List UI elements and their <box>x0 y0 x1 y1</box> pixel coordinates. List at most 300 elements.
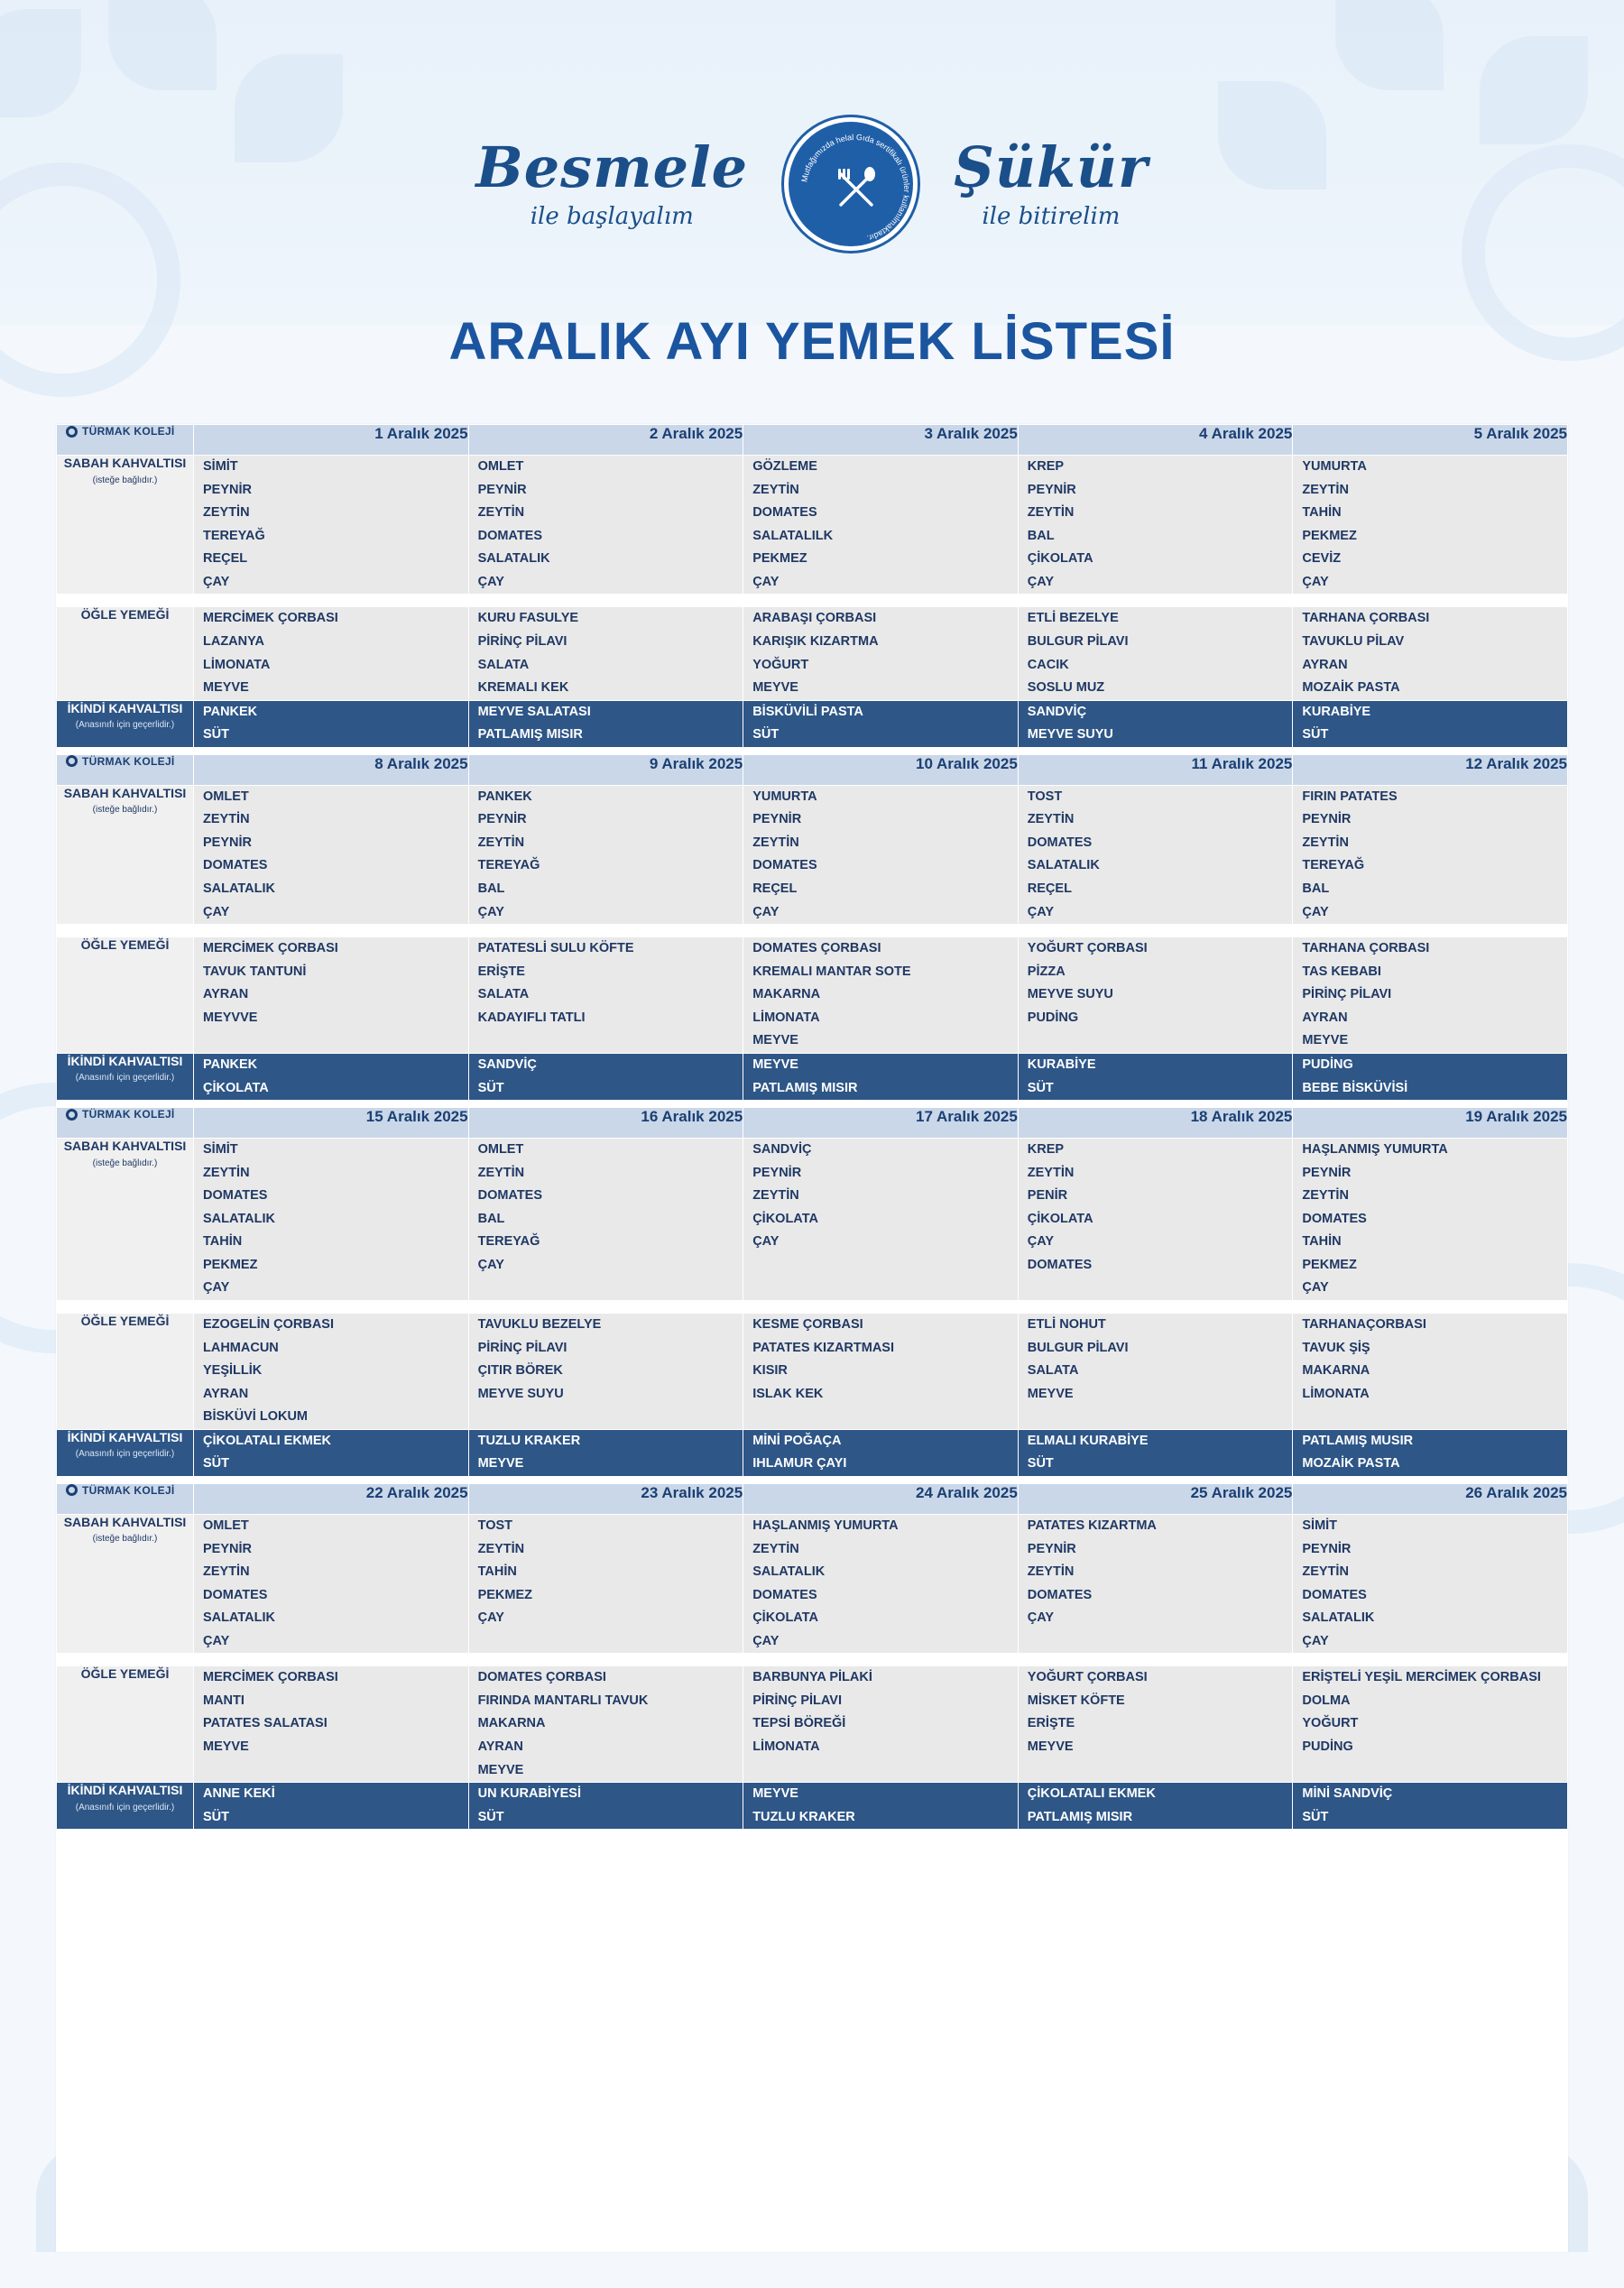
menu-item: ÇAY <box>203 904 230 919</box>
menu-item: MAKARNA <box>752 987 821 1002</box>
menu-cell-breakfast <box>194 1139 469 1301</box>
menu-item: DOMATES ÇORBASI <box>752 941 881 956</box>
svg-text:Mutfağımızda helal Gıda sertif: Mutfağımızda helal Gıda sertifikalı ürünler kullanılmaktadır. <box>799 132 912 244</box>
breakfast-row <box>57 785 1568 924</box>
menu-item: OMLET <box>203 1518 249 1533</box>
date-header: 24 Aralık 2025 <box>743 1483 1019 1514</box>
menu-item: LİMONATA <box>203 657 271 672</box>
menu-cell-snack <box>1293 700 1568 747</box>
menu-cell-breakfast <box>1018 1514 1293 1653</box>
menu-item: DOLMA <box>1302 1693 1351 1708</box>
menu-item: YOĞURT ÇORBASI <box>1027 941 1148 956</box>
menu-item: KURABİYE <box>1027 1056 1096 1072</box>
menu-item: TEREYAĞ <box>477 1234 540 1250</box>
lunch-label <box>57 1666 194 1783</box>
menu-item: REÇEL <box>1027 881 1072 896</box>
row-spacer-cell <box>57 1476 1568 1483</box>
row-spacer <box>57 925 1568 937</box>
menu-item: LAZANYA <box>203 633 264 649</box>
menu-item: PATATES KIZARTMA <box>1027 1518 1157 1533</box>
menu-item: PİRİNÇ PİLAVI <box>477 633 567 649</box>
date-header: 15 Aralık 2025 <box>194 1108 469 1139</box>
menu-item: HAŞLANMIŞ YUMURTA <box>752 1518 899 1533</box>
menu-item: SÜT <box>477 1809 504 1824</box>
row-spacer <box>57 1301 1568 1314</box>
brand-label: TÜRMAK KOLEJİ <box>82 425 175 438</box>
menu-item: KURU FASULYE <box>477 611 579 626</box>
menu-item: SALATALILK <box>752 528 834 543</box>
menu-cell-breakfast <box>194 785 469 924</box>
menu-item: GÖZLEME <box>752 459 817 474</box>
menu-item: ÇAY <box>477 574 504 589</box>
week-date-row <box>57 754 1568 785</box>
menu-item: HAŞLANMIŞ YUMURTA <box>1302 1142 1448 1158</box>
menu-item: SİMİT <box>1302 1518 1338 1533</box>
menu-item: TAS KEBABI <box>1302 964 1381 979</box>
menu-item: YUMURTA <box>752 789 817 804</box>
menu-item: PANKEK <box>203 1056 258 1072</box>
menu-item: DOMATES <box>203 858 268 873</box>
lunch-row <box>57 607 1568 700</box>
menu-item: ZEYTİN <box>1027 812 1075 827</box>
date-header: 22 Aralık 2025 <box>194 1483 469 1514</box>
logo-icon <box>66 755 78 767</box>
menu-item: SÜT <box>203 1456 229 1472</box>
menu-item: ERİŞTE <box>1027 1716 1075 1731</box>
menu-item: MEYVE <box>477 1456 524 1472</box>
menu-item: BULGUR PİLAVI <box>1027 1340 1129 1355</box>
menu-item: PEYNİR <box>1302 812 1352 827</box>
snack-label-text: İKİNDİ KAHVALTISI <box>67 1429 183 1444</box>
menu-item: TEREYAĞ <box>203 528 265 543</box>
menu-cell-snack <box>1018 700 1293 747</box>
menu-item: SALATALIK <box>1302 1610 1375 1626</box>
lunch-row <box>57 1314 1568 1430</box>
lunch-label <box>57 1314 194 1430</box>
menu-item: ERİŞTELİ YEŞİL MERCİMEK ÇORBASI <box>1302 1670 1541 1685</box>
menu-item: TAVUKLU PİLAV <box>1302 633 1405 649</box>
menu-item: SÜT <box>1302 1809 1329 1824</box>
menu-item: DOMATES <box>752 858 817 873</box>
menu-item: ZEYTİN <box>752 1541 799 1556</box>
menu-item: ZEYTİN <box>477 1165 525 1180</box>
menu-item: YEŞİLLİK <box>203 1363 263 1379</box>
snack-row <box>57 1783 1568 1830</box>
menu-item: ÇİKOLATA <box>752 1610 818 1626</box>
menu-cell-snack <box>468 700 743 747</box>
menu-item: ZEYTİN <box>203 1564 250 1580</box>
menu-item: KARIŞIK KIZARTMA <box>752 633 879 649</box>
menu-cell-breakfast <box>1293 1514 1568 1653</box>
week-date-row <box>57 1483 1568 1514</box>
logo-icon <box>66 1484 78 1496</box>
menu-cell-snack <box>194 1783 469 1830</box>
logo-icon <box>66 1109 78 1121</box>
menu-cell-breakfast <box>743 785 1019 924</box>
menu-cell-breakfast <box>1293 456 1568 595</box>
menu-table <box>56 424 1568 1830</box>
menu-item: LİMONATA <box>752 1010 820 1025</box>
menu-item: MEYVE <box>1027 1739 1074 1754</box>
page-title: ARALIK AYI YEMEK LİSTESİ <box>448 312 1176 371</box>
breakfast-label-text: SABAH KAHVALTISI <box>63 1514 187 1529</box>
snack-label-sub: (Anasınıfı için geçerlidir.) <box>75 720 175 731</box>
menu-item: MEYVE SUYU <box>1027 727 1113 743</box>
menu-item: OMLET <box>477 459 524 474</box>
menu-cell-snack <box>1293 1053 1568 1100</box>
brand-cell <box>57 1483 194 1514</box>
menu-item: DOMATES <box>1027 835 1093 850</box>
menu-item: PEYNİR <box>1302 1165 1352 1180</box>
menu-cell-breakfast <box>468 1514 743 1653</box>
menu-item: ANNE KEKİ <box>203 1786 275 1802</box>
menu-item: ÇAY <box>1027 574 1055 589</box>
menu-item: ÇAY <box>752 574 780 589</box>
menu-cell-snack <box>1018 1429 1293 1476</box>
snack-label-text: İKİNDİ KAHVALTISI <box>67 700 183 715</box>
menu-item: SÜT <box>477 1080 504 1095</box>
menu-item: TAHİN <box>1302 1234 1342 1250</box>
menu-item: PANKEK <box>477 789 532 804</box>
menu-cell-breakfast <box>1293 1139 1568 1301</box>
lunch-row <box>57 937 1568 1054</box>
menu-cell-breakfast <box>743 1139 1019 1301</box>
menu-item: MEYVVE <box>203 1010 258 1025</box>
menu-cell-breakfast <box>1018 456 1293 595</box>
menu-cell-snack <box>468 1429 743 1476</box>
date-header: 18 Aralık 2025 <box>1018 1108 1293 1139</box>
date-header: 16 Aralık 2025 <box>468 1108 743 1139</box>
menu-cell-snack <box>743 1783 1019 1830</box>
menu-cell-breakfast <box>194 456 469 595</box>
date-header: 9 Aralık 2025 <box>468 754 743 785</box>
menu-item: BAL <box>477 881 505 896</box>
snack-row <box>57 1429 1568 1476</box>
menu-item: ÇAY <box>1302 1280 1329 1296</box>
menu-item: MEYVE <box>752 1056 798 1072</box>
menu-item: MİNİ POĞAÇA <box>752 1433 842 1448</box>
row-spacer <box>57 1101 1568 1108</box>
lunch-label-text: ÖĞLE YEMEĞİ <box>80 1666 170 1682</box>
menu-item: ÇAY <box>752 1633 780 1648</box>
menu-item: SANDVİÇ <box>477 1056 537 1072</box>
menu-item: BİSKÜVİLİ PASTA <box>752 704 863 719</box>
menu-item: SALATA <box>477 657 530 672</box>
date-header: 23 Aralık 2025 <box>468 1483 743 1514</box>
snack-label <box>57 1429 194 1476</box>
menu-item: PİRİNÇ PİLAVI <box>752 1693 843 1708</box>
menu-item: MEYVE <box>203 1739 249 1754</box>
menu-item: ZEYTİN <box>1302 1188 1349 1204</box>
menu-item: DOMATES <box>203 1587 268 1602</box>
menu-item: SALATALIK <box>477 551 550 567</box>
date-header: 5 Aralık 2025 <box>1293 425 1568 456</box>
menu-cell-lunch <box>1293 937 1568 1054</box>
menu-item: ZEYTİN <box>752 482 799 497</box>
menu-item: UN KURABİYESİ <box>477 1786 581 1802</box>
menu-item: PEYNİR <box>1027 1541 1076 1556</box>
document-header <box>0 117 1624 298</box>
menu-item: PEKMEZ <box>203 1257 258 1272</box>
menu-item: BARBUNYA PİLAKİ <box>752 1670 872 1685</box>
menu-cell-lunch <box>743 607 1019 700</box>
date-header: 1 Aralık 2025 <box>194 425 469 456</box>
menu-item: ISLAK KEK <box>752 1386 824 1401</box>
menu-cell-breakfast <box>194 1514 469 1653</box>
menu-item: AYRAN <box>477 1739 523 1754</box>
menu-item: SÜT <box>203 727 229 743</box>
menu-item: PEYNİR <box>203 482 252 497</box>
menu-item: ÇİKOLATA <box>752 1211 818 1226</box>
brand-cell <box>57 754 194 785</box>
menu-item: TAVUK ŞİŞ <box>1302 1340 1370 1355</box>
menu-item: ÇAY <box>1027 904 1055 919</box>
sukur-subtitle: ile bitirelim <box>982 203 1121 230</box>
menu-item: ÇAY <box>1302 574 1329 589</box>
menu-item: MEYVE SUYU <box>477 1386 564 1401</box>
menu-item: PEKMEZ <box>752 551 807 567</box>
snack-label-sub: (Anasınıfı için geçerlidir.) <box>75 1073 175 1084</box>
brand-cell <box>57 425 194 456</box>
menu-item: KREP <box>1027 459 1065 474</box>
menu-item: ÇAY <box>752 1234 780 1250</box>
menu-item: TEREYAĞ <box>1302 858 1365 873</box>
brand-cell <box>57 1108 194 1139</box>
menu-item: MEYVE SUYU <box>1027 987 1113 1002</box>
date-header: 8 Aralık 2025 <box>194 754 469 785</box>
menu-item: ÇAY <box>477 1257 504 1272</box>
menu-item: TAHİN <box>477 1564 517 1580</box>
breakfast-label-text: SABAH KAHVALTISI <box>63 1139 187 1154</box>
menu-cell-lunch <box>1293 607 1568 700</box>
menu-item: DOMATES <box>1302 1587 1367 1602</box>
menu-item: PEYNİR <box>477 482 527 497</box>
snack-label <box>57 1053 194 1100</box>
menu-cell-breakfast <box>468 785 743 924</box>
menu-item: ZEYTİN <box>477 835 525 850</box>
menu-item: ZEYTİN <box>1302 482 1349 497</box>
menu-item: TUZLU KRAKER <box>752 1809 855 1824</box>
menu-item: TARHANA ÇORBASI <box>1302 611 1430 626</box>
menu-cell-lunch <box>468 1314 743 1430</box>
menu-item: ZEYTİN <box>1027 505 1075 521</box>
menu-cell-breakfast <box>743 456 1019 595</box>
menu-item: SALATALIK <box>203 881 276 896</box>
menu-item: PEKMEZ <box>1302 528 1357 543</box>
date-header: 4 Aralık 2025 <box>1018 425 1293 456</box>
menu-item: IHLAMUR ÇAYI <box>752 1456 847 1472</box>
menu-item: ZEYTİN <box>1302 1564 1349 1580</box>
date-header: 17 Aralık 2025 <box>743 1108 1019 1139</box>
menu-item: PATLAMIŞ MISIR <box>477 727 583 743</box>
menu-item: MEYVE <box>477 1762 524 1777</box>
halal-food-logo <box>784 117 918 251</box>
snack-label <box>57 1783 194 1830</box>
menu-item: TUZLU KRAKER <box>477 1433 581 1448</box>
week-date-row <box>57 425 1568 456</box>
menu-item: MERCİMEK ÇORBASI <box>203 941 338 956</box>
menu-item: ÇAY <box>1027 1234 1055 1250</box>
menu-item: PEYNİR <box>752 1165 802 1180</box>
menu-cell-snack <box>1293 1429 1568 1476</box>
menu-item: PATATES SALATASI <box>203 1716 328 1731</box>
menu-item: ÇAY <box>203 574 230 589</box>
sukur-text <box>954 134 1149 230</box>
menu-cell-snack <box>194 1053 469 1100</box>
lunch-label <box>57 607 194 700</box>
menu-item: MOZAİK PASTA <box>1302 680 1400 696</box>
menu-item: MEYVE <box>752 1033 798 1048</box>
menu-item: BEBE BİSKÜVİSİ <box>1302 1080 1408 1095</box>
menu-item: PEKMEZ <box>477 1587 533 1602</box>
menu-item: MEYVE <box>203 680 249 696</box>
menu-cell-lunch <box>194 937 469 1054</box>
date-header: 2 Aralık 2025 <box>468 425 743 456</box>
besmele-title: Besmele <box>475 134 749 200</box>
menu-cell-snack <box>194 1429 469 1476</box>
menu-item: KREMALI MANTAR SOTE <box>752 964 911 979</box>
menu-item: MEYVE <box>1302 1033 1349 1048</box>
menu-item: SALATALIK <box>752 1564 826 1580</box>
menu-item: FIRIN PATATES <box>1302 789 1398 804</box>
menu-item: SANDVİÇ <box>752 1142 812 1158</box>
menu-item: SİMİT <box>203 1142 238 1158</box>
menu-item: ELMALI KURABİYE <box>1027 1433 1149 1448</box>
menu-item: LİMONATA <box>752 1739 820 1754</box>
menu-item: TARHANA ÇORBASI <box>1302 941 1430 956</box>
menu-item: ZEYTİN <box>477 505 525 521</box>
menu-item: TAVUKLU BEZELYE <box>477 1317 602 1332</box>
menu-item: ZEYTİN <box>752 835 799 850</box>
menu-item: TAHİN <box>203 1234 243 1250</box>
menu-item: PATLAMIŞ MISIR <box>752 1080 858 1095</box>
menu-item: MEYVE <box>752 1786 798 1802</box>
menu-item: AYRAN <box>1302 1010 1348 1025</box>
menu-item: PENİR <box>1027 1188 1068 1204</box>
menu-item: ZEYTİN <box>203 812 250 827</box>
brand-label: TÜRMAK KOLEJİ <box>82 754 175 768</box>
lunch-row <box>57 1666 1568 1783</box>
menu-item: LİMONATA <box>1302 1386 1370 1401</box>
menu-item: PEYNİR <box>203 835 252 850</box>
menu-item: BİSKÜVİ LOKUM <box>203 1409 308 1425</box>
menu-item: ETLİ NOHUT <box>1027 1317 1106 1332</box>
breakfast-row <box>57 456 1568 595</box>
row-spacer <box>57 595 1568 607</box>
menu-item: ETLİ BEZELYE <box>1027 611 1119 626</box>
menu-item: SÜT <box>1302 727 1329 743</box>
row-spacer-cell <box>57 925 1568 937</box>
logo-icon <box>66 426 78 438</box>
menu-item: KREP <box>1027 1142 1065 1158</box>
row-spacer <box>57 1654 1568 1666</box>
menu-item: PUDİNG <box>1027 1010 1079 1025</box>
snack-row <box>57 700 1568 747</box>
breakfast-label-sub: (isteğe bağlıdır.) <box>92 475 158 485</box>
menu-item: PEKMEZ <box>1302 1257 1357 1272</box>
menu-cell-breakfast <box>468 1139 743 1301</box>
menu-item: ERİŞTE <box>477 964 525 979</box>
menu-item: AYRAN <box>1302 657 1348 672</box>
lunch-label-text: ÖĞLE YEMEĞİ <box>80 607 170 623</box>
menu-item: ZEYTİN <box>203 1165 250 1180</box>
menu-cell-breakfast <box>743 1514 1019 1653</box>
menu-item: ÇAY <box>1302 904 1329 919</box>
menu-cell-lunch <box>194 1666 469 1783</box>
row-spacer-cell <box>57 1101 1568 1108</box>
menu-item: YOĞURT ÇORBASI <box>1027 1670 1148 1685</box>
menu-item: MEYVE <box>752 680 798 696</box>
menu-item: TAVUK TANTUNİ <box>203 964 307 979</box>
besmele-subtitle: ile başlayalım <box>530 203 694 230</box>
menu-cell-breakfast <box>1293 785 1568 924</box>
menu-cell-lunch <box>1018 1314 1293 1430</box>
menu-cell-breakfast <box>1018 785 1293 924</box>
menu-item: YOĞURT <box>1302 1716 1359 1731</box>
date-header: 25 Aralık 2025 <box>1018 1483 1293 1514</box>
menu-item: ÇAY <box>203 1280 230 1296</box>
menu-item: DOMATES <box>1027 1257 1093 1272</box>
menu-item: LAHMACUN <box>203 1340 279 1355</box>
date-header: 26 Aralık 2025 <box>1293 1483 1568 1514</box>
date-header: 12 Aralık 2025 <box>1293 754 1568 785</box>
menu-cell-breakfast <box>1018 1139 1293 1301</box>
menu-item: SALATALIK <box>1027 858 1100 873</box>
menu-item: TOST <box>477 1518 512 1533</box>
menu-item: KISIR <box>752 1363 788 1379</box>
menu-item: KREMALI KEK <box>477 680 569 696</box>
date-header: 19 Aralık 2025 <box>1293 1108 1568 1139</box>
menu-item: KURABİYE <box>1302 704 1371 719</box>
menu-item: SÜT <box>1027 1456 1054 1472</box>
menu-item: MERCİMEK ÇORBASI <box>203 611 338 626</box>
menu-item: DOMATES <box>752 505 817 521</box>
snack-label-sub: (Anasınıfı için geçerlidir.) <box>75 1449 175 1460</box>
snack-row <box>57 1053 1568 1100</box>
menu-item: SALATALIK <box>203 1211 276 1226</box>
menu-cell-lunch <box>743 1314 1019 1430</box>
menu-item: TAHİN <box>1302 505 1342 521</box>
menu-item: PİRİNÇ PİLAVI <box>477 1340 567 1355</box>
menu-item: BAL <box>1027 528 1055 543</box>
menu-item: ÇİKOLATALI EKMEK <box>203 1433 332 1448</box>
menu-item: PATATESLİ SULU KÖFTE <box>477 941 634 956</box>
menu-item: ZEYTİN <box>203 505 250 521</box>
menu-item: FIRINDA MANTARLI TAVUK <box>477 1693 649 1708</box>
menu-table-container <box>56 424 1568 1830</box>
menu-item: MEYVE <box>1027 1386 1074 1401</box>
menu-cell-lunch <box>1293 1666 1568 1783</box>
menu-item: PATATES KIZARTMASI <box>752 1340 894 1355</box>
menu-item: ZEYTİN <box>477 1541 525 1556</box>
menu-cell-snack <box>743 700 1019 747</box>
menu-item: PEYNİR <box>203 1541 252 1556</box>
menu-item: ÇİKOLATA <box>1027 551 1093 567</box>
row-spacer-cell <box>57 1654 1568 1666</box>
menu-cell-snack <box>468 1783 743 1830</box>
menu-item: ZEYTİN <box>1302 835 1349 850</box>
menu-cell-lunch <box>1293 1314 1568 1430</box>
menu-item: CACIK <box>1027 657 1069 672</box>
menu-item: MERCİMEK ÇORBASI <box>203 1670 338 1685</box>
breakfast-label <box>57 1139 194 1301</box>
menu-cell-breakfast <box>468 456 743 595</box>
menu-item: ÇİKOLATALI EKMEK <box>1027 1786 1156 1802</box>
menu-item: PİZZA <box>1027 964 1066 979</box>
breakfast-row <box>57 1514 1568 1653</box>
menu-item: PİRİNÇ PİLAVI <box>1302 987 1392 1002</box>
menu-item: SÜT <box>203 1809 229 1824</box>
